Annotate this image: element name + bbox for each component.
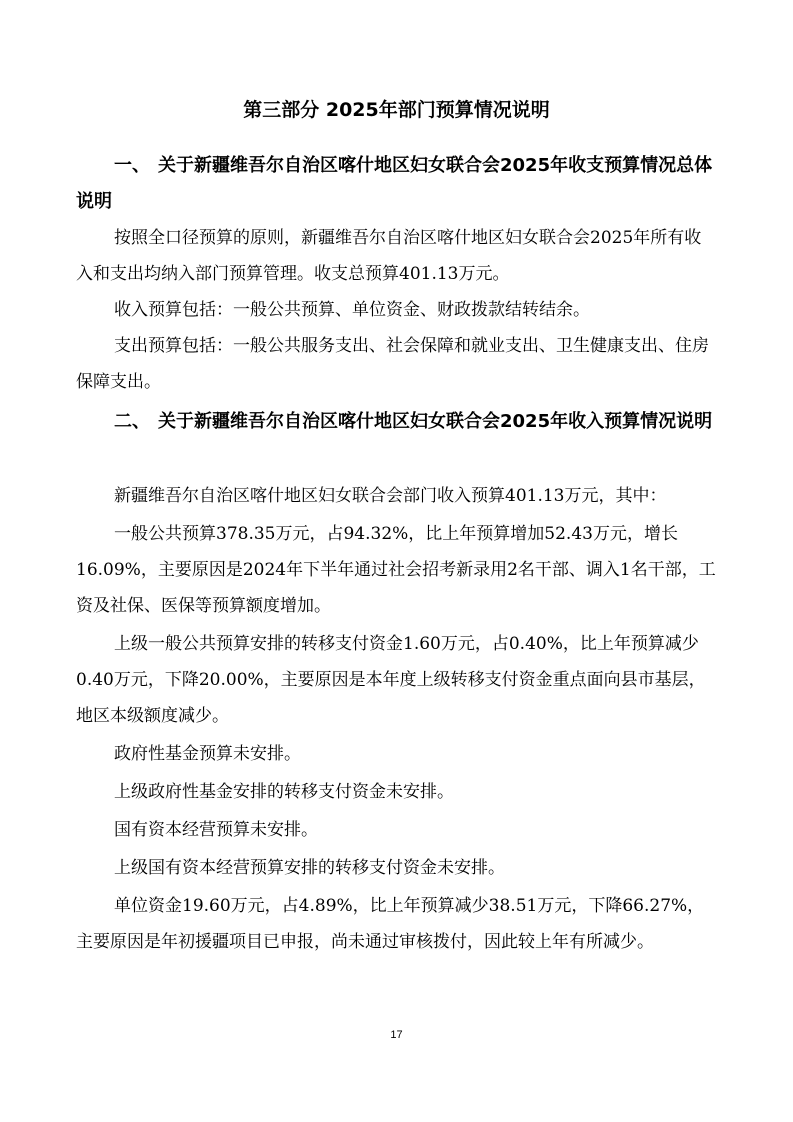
- section-heading-text-2: 关于新疆维吾尔自治区喀什地区妇女联合会2025年收入预算情况说明: [158, 411, 713, 432]
- paragraph-unit-funds: 单位资金19.60万元，占4.89%，比上年预算减少38.51万元，下降66.27%，主要原因是年初援疆项目已申报，尚未通过审核拨付，因此较上年有所减少。: [76, 896, 705, 952]
- paragraph-total-budget: 按照全口径预算的原则，新疆维吾尔自治区喀什地区妇女联合会2025年所有收入和支出均纳入部门预算管理。收支总预算401.13万元。: [76, 228, 702, 284]
- section-heading-text-1: 关于新疆维吾尔自治区喀什地区妇女联合会2025年收支预算情况总体说明: [76, 155, 713, 212]
- section-heading-2: [76, 404, 716, 440]
- paragraph-government-fund: 政府性基金预算未安排。: [114, 744, 301, 764]
- paragraph-government-fund-transfer: 上级政府性基金安排的转移支付资金未安排。: [114, 782, 454, 802]
- paragraph-state-capital-transfer: 上级国有资本经营预算安排的转移支付资金未安排。: [114, 858, 505, 878]
- paragraph-state-capital: 国有资本经营预算未安排。: [114, 820, 318, 840]
- section-number-1: 一、: [114, 155, 150, 176]
- section-number-2: 二、: [114, 411, 150, 432]
- paragraph-general-public-budget: 一般公共预算378.35万元，占94.32%，比上年预算增加52.43万元，增长16.09%，主要原因是2024年下半年通过社会招考新录用2名干部、调入1名干部，工资及社保、医保等预算额度增加。: [76, 524, 716, 616]
- page-title: 第三部分 2025年部门预算情况说明: [243, 99, 550, 121]
- paragraph-income-total: 新疆维吾尔自治区喀什地区妇女联合会部门收入预算401.13万元，其中：: [114, 486, 667, 506]
- paragraph-transfer-payment: 上级一般公共预算安排的转移支付资金1.60万元，占0.40%，比上年预算减少0.40万元，下降20.00%，主要原因是本年度上级转移支付资金重点面向县市基层，地区本级额度减少。: [76, 634, 706, 726]
- paragraph-income-scope: 收入预算包括：一般公共预算、单位资金、财政拨款结转结余。: [114, 300, 590, 320]
- section-heading-1: [76, 148, 716, 220]
- paragraph-expenditure-scope: 支出预算包括：一般公共服务支出、社会保障和就业支出、卫生健康支出、住房保障支出。: [76, 336, 709, 392]
- page-number: 17: [390, 1029, 403, 1041]
